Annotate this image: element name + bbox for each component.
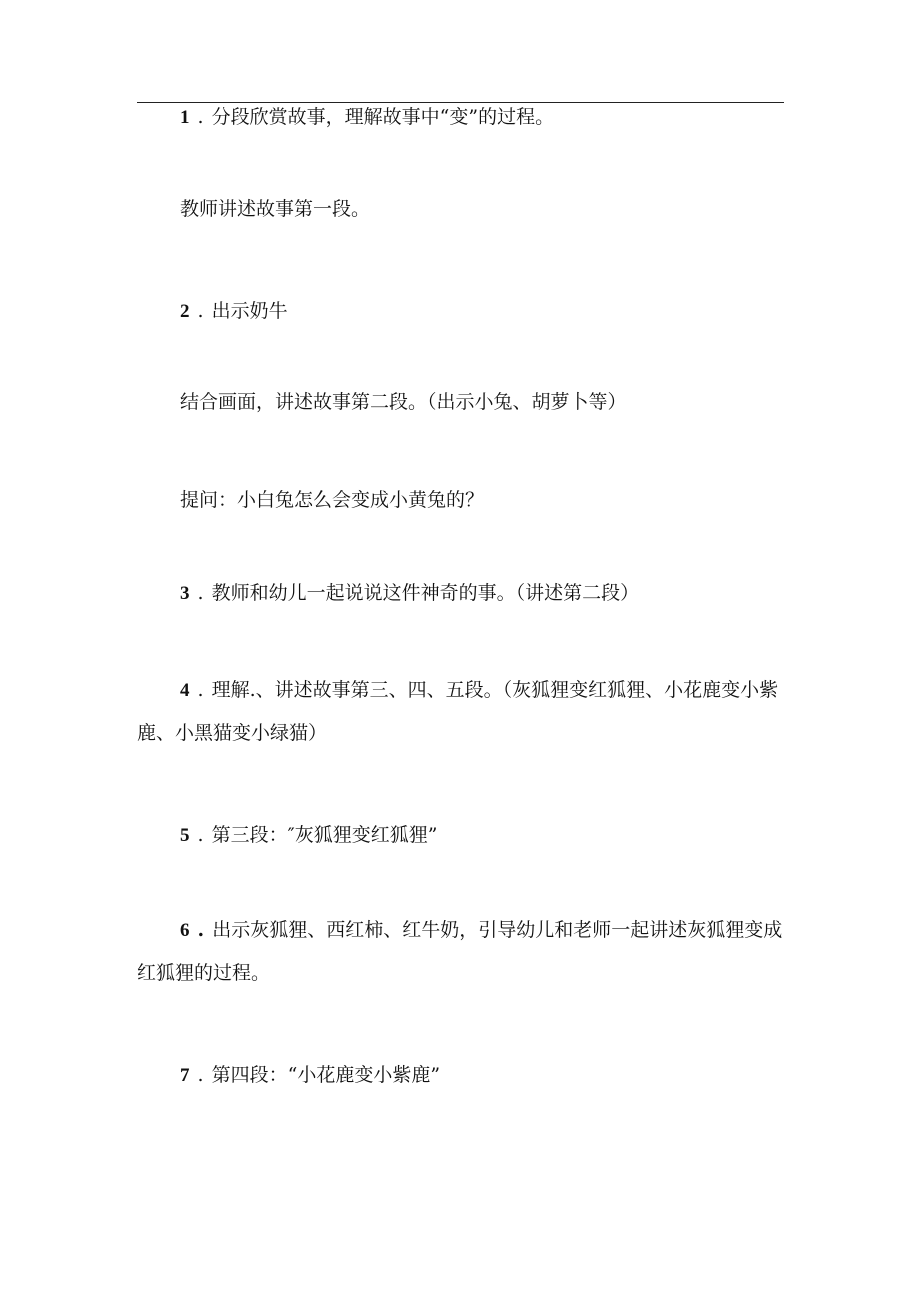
item-separator: .: [197, 824, 204, 846]
paragraph-10: [137, 1054, 784, 1097]
paragraph-text: 提问：小白兔怎么会变成小黄兔的？: [180, 489, 485, 511]
paragraph-1: [137, 96, 784, 139]
paragraph-8: [137, 814, 784, 857]
paragraph-5: [137, 479, 784, 522]
paragraph-6: [137, 572, 784, 615]
paragraph-4: [137, 381, 784, 424]
paragraph-text: 第三段：″灰狐狸变红狐狸”: [211, 824, 438, 846]
paragraph-2: [137, 188, 784, 231]
paragraph-3: [137, 290, 784, 333]
paragraph-text: 分段欣赏故事，理解故事中“变”的过程。: [211, 106, 555, 128]
item-separator: .: [197, 582, 204, 604]
paragraph-9: [137, 909, 784, 995]
paragraph-text: 结合画面，讲述故事第二段。（出示小兔、胡萝卜等）: [180, 391, 627, 413]
paragraph-7: [137, 669, 784, 755]
item-number: 6: [180, 920, 190, 941]
item-number: 1: [180, 107, 190, 128]
paragraph-text: 出示灰狐狸、西红柿、红牛奶，引导幼儿和老师一起讲述灰狐狸变成红狐狸的过程。: [137, 919, 783, 984]
item-separator: .: [197, 679, 204, 701]
item-number: 2: [180, 301, 190, 322]
item-separator: .: [197, 106, 204, 128]
paragraph-text: 出示奶牛: [211, 300, 288, 322]
paragraph-text: 理解.、讲述故事第三、四、五段。（灰狐狸变红狐狸、小花鹿变小紫鹿、小黑猫变小绿猫）: [137, 679, 779, 744]
item-number: 5: [180, 825, 190, 846]
item-separator: .: [197, 1064, 204, 1086]
item-number: 3: [180, 583, 190, 604]
paragraph-text: 教师和幼儿一起说说这件神奇的事。（讲述第二段）: [211, 582, 640, 604]
paragraph-text: 第四段：“小花鹿变小紫鹿”: [211, 1064, 441, 1086]
item-number: 7: [180, 1065, 190, 1086]
item-number: 4: [180, 680, 190, 701]
paragraph-text: 教师讲述故事第一段。: [180, 198, 371, 220]
item-separator: .: [197, 300, 204, 322]
item-separator: .: [197, 919, 205, 941]
